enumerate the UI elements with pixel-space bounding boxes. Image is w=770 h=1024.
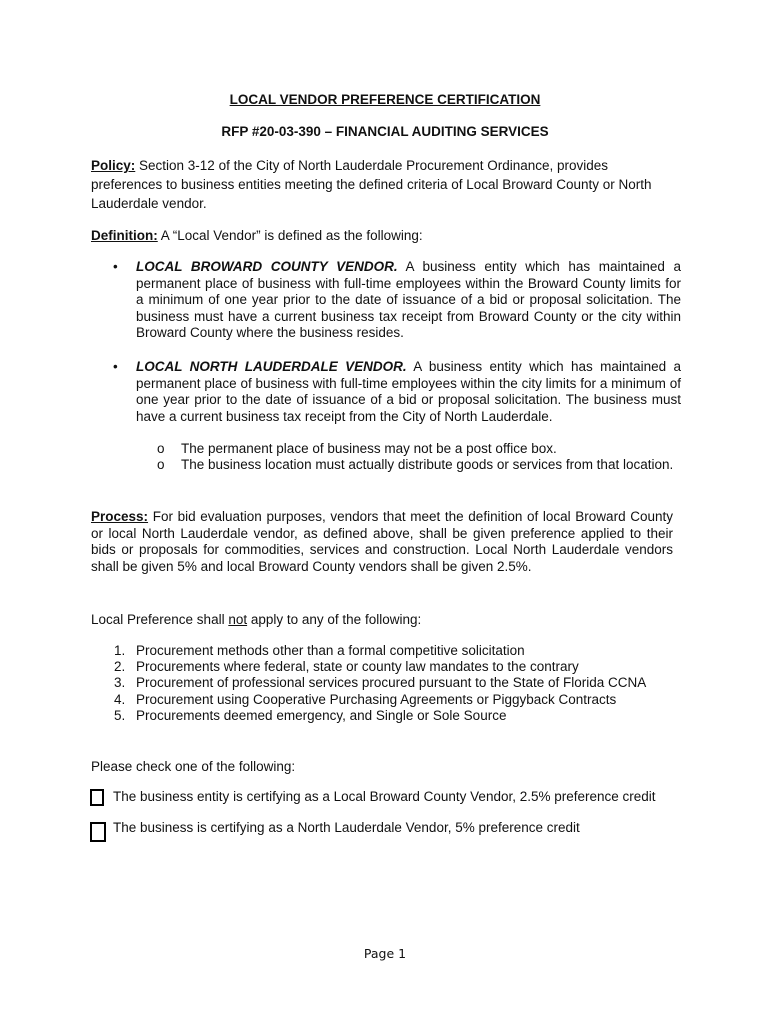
vendor-heading-broward: LOCAL BROWARD COUNTY VENDOR.	[136, 259, 398, 274]
list-item-text: Procurements deemed emergency, and Single or Sole Source	[136, 707, 507, 723]
document-title: LOCAL VENDOR PREFERENCE CERTIFICATION	[229, 92, 541, 107]
vendor-bullet-north-lauderdale	[113, 359, 681, 425]
definition-paragraph	[91, 226, 681, 245]
vendor-text-broward: A business entity which has maintained a permanent place of business with full-time employees within the Broward County limits for a minimum of one year prior to the date of issuance of a bid or proposal solicitation. The business must have a current business tax receipt from Broward County or the city within Broward County where the business resides.	[136, 259, 681, 340]
rfp-subtitle: RFP #20-03-390 – FINANCIAL AUDITING SERVICES	[221, 124, 549, 139]
bullet-marker: •	[113, 359, 118, 374]
sub-item	[157, 441, 681, 458]
sub-item-marker: o	[157, 457, 165, 472]
vendor-bullet-broward	[113, 259, 681, 342]
list-item-number: 5.	[114, 707, 126, 723]
policy-text: Section 3-12 of the City of North Lauderdale Procurement Ordinance, provides preferences to business entities meeting the defined criteria of Local Broward County or North Lauderdale vendor.	[91, 158, 652, 211]
page-number: Page 1	[363, 946, 407, 961]
north-lauderdale-vendor-checkbox-label: The business is certifying as a North Lauderdale Vendor, 5% preference credit	[113, 820, 580, 835]
list-item	[114, 692, 714, 708]
local-preference-text-end: apply to any of the following:	[247, 612, 422, 627]
sub-item-text: The permanent place of business may not be a post office box.	[181, 441, 557, 456]
list-item	[114, 659, 714, 675]
definition-text: A “Local Vendor” is defined as the following:	[157, 228, 423, 243]
vendor-text-north-lauderdale: A business entity which has maintained a permanent place of business with full-time employees within the city limits for a minimum of one year prior to the date of issuance of a bid or proposal solicitation. The business must have a current business tax receipt from the City of North Lauderdale.	[136, 359, 681, 424]
process-paragraph	[91, 509, 673, 575]
list-item-number: 1.	[114, 643, 126, 658]
local-preference-paragraph	[91, 610, 681, 629]
list-item	[114, 643, 714, 659]
vendor-heading-north-lauderdale: LOCAL NORTH LAUDERDALE VENDOR.	[136, 359, 407, 374]
list-item-text: Procurement using Cooperative Purchasing Agreements or Piggyback Contracts	[136, 691, 617, 707]
list-item-number: 4.	[114, 691, 126, 707]
sub-item-text: The business location must actually distribute goods or services from that location.	[181, 457, 674, 472]
policy-paragraph	[91, 156, 681, 213]
local-preference-emphasis: not	[228, 612, 248, 627]
north-lauderdale-vendor-checkbox[interactable]	[90, 822, 106, 842]
process-text: For bid evaluation purposes, vendors that meet the definition of local Broward County or local North Lauderdale vendor, as defined above, shall be given preference applied to their bids or proposals for commodities, services and construction. Local North Lauderdale vendors shall be given 5% and local Broward County vendors shall be given 2.5%.	[91, 509, 673, 574]
list-item	[114, 708, 714, 724]
list-item-text: Procurement of professional services procured pursuant to the State of Florida CCNA	[136, 675, 647, 691]
sub-item-marker: o	[157, 441, 165, 456]
list-item-text: Procurement methods other than a formal competitive solicitation	[136, 643, 525, 658]
sub-item	[157, 457, 681, 474]
list-item-number: 2.	[114, 659, 126, 675]
definition-label: Definition:	[91, 228, 158, 243]
list-item	[114, 675, 714, 691]
list-item-text: Procurements where federal, state or county law mandates to the contrary	[136, 659, 579, 675]
check-instructions: Please check one of the following:	[91, 759, 296, 774]
bullet-marker: •	[113, 259, 118, 274]
broward-vendor-checkbox[interactable]	[90, 789, 104, 806]
broward-vendor-checkbox-label: The business entity is certifying as a Local Broward County Vendor, 2.5% preference credit	[113, 789, 656, 804]
local-preference-text: Local Preference shall	[91, 612, 229, 627]
policy-label: Policy:	[91, 158, 136, 173]
list-item-number: 3.	[114, 675, 126, 691]
exclusions-list	[114, 643, 714, 724]
process-label: Process:	[91, 509, 149, 524]
